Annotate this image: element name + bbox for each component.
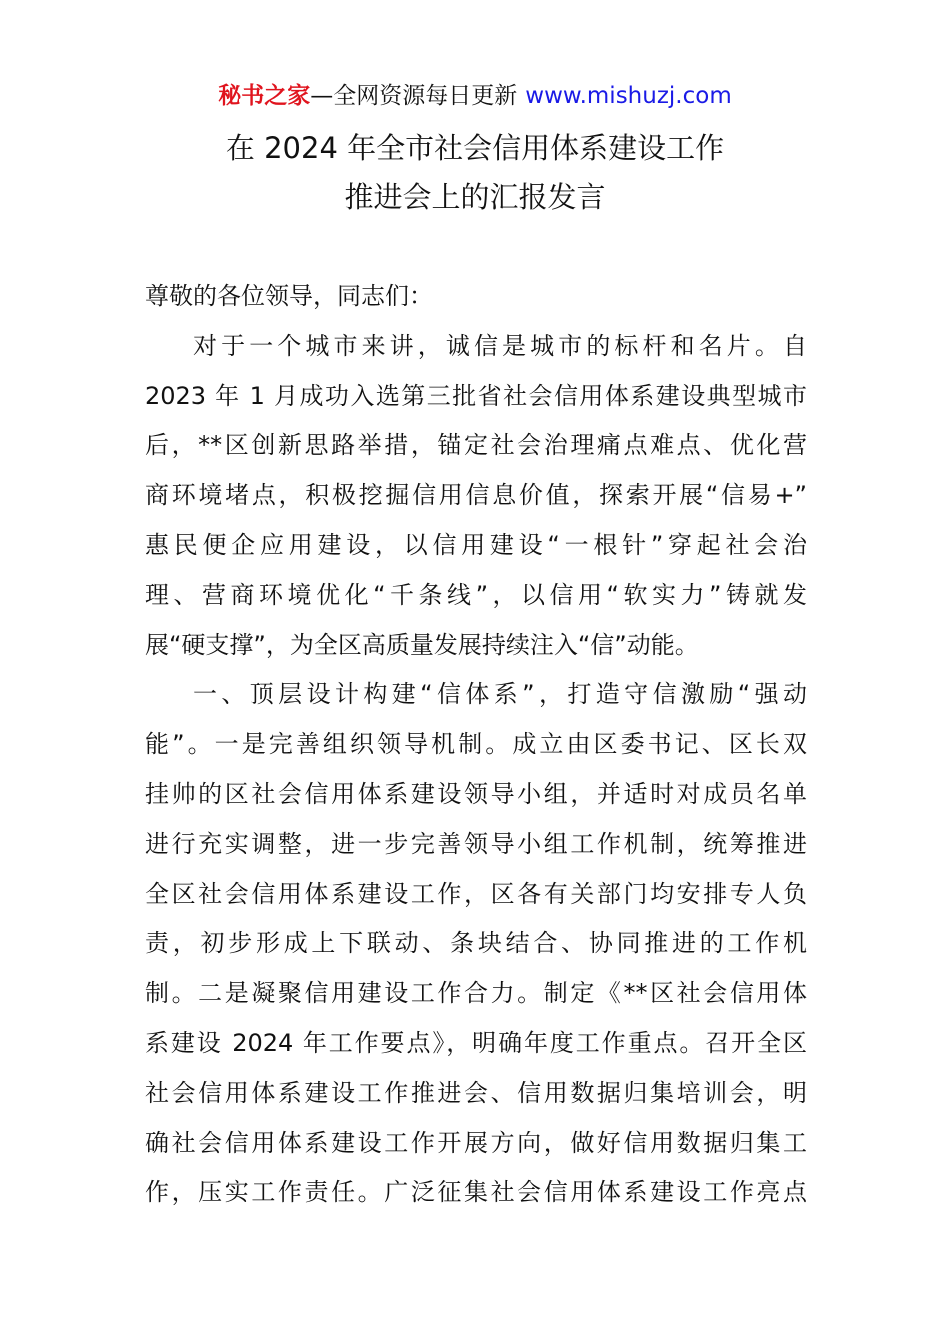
body-text-line: 全区社会信用体系建设工作，区各有关部门均安排专人负	[145, 879, 807, 908]
body-text-line: 责，初步形成上下联动、条块结合、协同推进的工作机	[145, 929, 807, 958]
body-text-line: 制。二是凝聚信用建设工作合力。制定《**区社会信用体	[145, 979, 807, 1008]
body-text-line: 能”。一是完善组织领导机制。成立由区委书记、区长双	[145, 730, 807, 759]
body-text-line: 理、营商环境优化“千条线”，以信用“软实力”铸就发	[145, 580, 807, 609]
body-text-line: 商环境堵点，积极挖掘信用信息价值，探索开展“信易+”	[145, 481, 807, 510]
body-text-line: 后，**区创新思路举措，锚定社会治理痛点难点、优化营	[145, 431, 807, 460]
body-text-line: 惠民便企应用建设，以信用建设“一根针”穿起社会治	[145, 530, 807, 559]
site-header-banner	[0, 80, 950, 112]
document-title-line-2: 推进会上的汇报发言	[344, 180, 606, 214]
salutation: 尊敬的各位领导，同志们：	[145, 282, 433, 310]
header-tagline: —全网资源每日更新	[310, 83, 518, 109]
document-body	[145, 272, 807, 1218]
section-heading-line: 一、顶层设计构建“信体系”，打造守信激励“强动	[193, 680, 807, 709]
body-text-line: 对于一个城市来讲，诚信是城市的标杆和名片。自	[193, 331, 807, 360]
document-title-line-1: 在 2024 年全市社会信用体系建设工作	[225, 131, 725, 165]
body-text-line: 系建设 2024 年工作要点》，明确年度工作重点。召开全区	[145, 1028, 807, 1057]
body-text-line: 确社会信用体系建设工作开展方向，做好信用数据归集工	[145, 1128, 807, 1157]
body-text-line: 进行充实调整，进一步完善领导小组工作机制，统筹推进	[145, 829, 807, 858]
body-text-line: 社会信用体系建设工作推进会、信用数据归集培训会，明	[145, 1078, 807, 1107]
site-url-link[interactable]: www.mishuzj.com	[525, 83, 732, 109]
body-text-line: 2023 年 1 月成功入选第三批省社会信用体系建设典型城市	[145, 381, 807, 410]
brand-name: 秘书之家	[218, 83, 311, 109]
body-text-line: 作，压实工作责任。广泛征集社会信用体系建设工作亮点	[145, 1178, 807, 1207]
body-text-line: 展“硬支撑”，为全区高质量发展持续注入“信”动能。	[145, 630, 699, 659]
body-text-line: 挂帅的区社会信用体系建设领导小组，并适时对成员名单	[145, 779, 807, 808]
